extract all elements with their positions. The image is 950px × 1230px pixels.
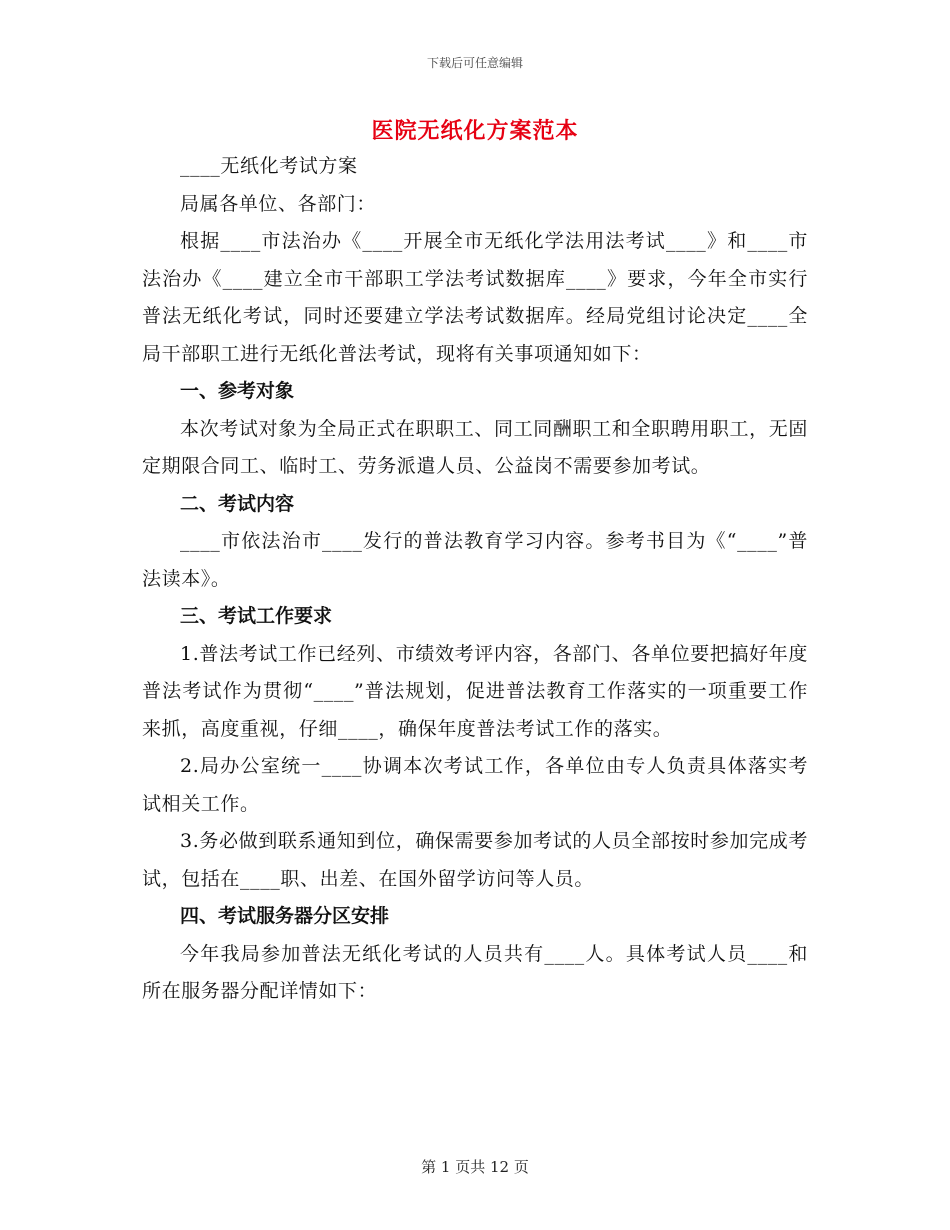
document-title: 医院无纸化方案范本 [371, 118, 579, 144]
section-heading: 二、考试内容 [180, 492, 295, 515]
section-paragraph: 本次考试对象为全局正式在职职工、同工同酬职工和全职聘用职工，无固定期限合同工、临时工、劳务派遣人员、公益岗不需要参加考试。 [142, 417, 808, 477]
section-paragraph: 3.务必做到联系通知到位，确保需要参加考试的人员全部按时参加完成考试，包括在____职、出差、在国外留学访问等人员。 [142, 830, 808, 890]
page-number: 第 1 页共 12 页 [421, 1158, 529, 1176]
intro-paragraph: 根据____市法治办《____开展全市无纸化学法用法考试____》和____市法治办《____建立全市干部职工学法考试数据库____》要求，今年全市实行普法无纸化考试，同时还要建立学法考试数据库。经局党组讨论决定____全局干部职工进行无纸化普法考试，现将有关事项通知如下： [142, 230, 808, 365]
section-paragraph: 1.普法考试工作已经列、市绩效考评内容，各部门、各单位要把搞好年度普法考试作为贯彻“____”普法规划，促进普法教育工作落实的一项重要工作来抓，高度重视，仔细____，确保年度普法考试工作的落实。 [142, 642, 808, 740]
section-paragraph: 2.局办公室统一____协调本次考试工作，各单位由专人负责具体落实考试相关工作。 [142, 755, 808, 815]
section-paragraph: ____市依法治市____发行的普法教育学习内容。参考书目为《“____”普法读本》。 [142, 530, 808, 590]
document-subtitle: ____无纸化考试方案 [180, 155, 358, 177]
section-heading: 四、考试服务器分区安排 [180, 905, 390, 927]
salutation: 局属各单位、各部门： [180, 192, 377, 215]
section-heading: 三、考试工作要求 [180, 605, 333, 627]
section-heading: 一、参考对象 [180, 380, 295, 402]
document-body [142, 148, 808, 1011]
section-paragraph: 今年我局参加普法无纸化考试的人员共有____人。具体考试人员____和所在服务器分配详情如下： [142, 942, 808, 1002]
page-header-note: 下载后可任意编辑 [426, 56, 523, 70]
